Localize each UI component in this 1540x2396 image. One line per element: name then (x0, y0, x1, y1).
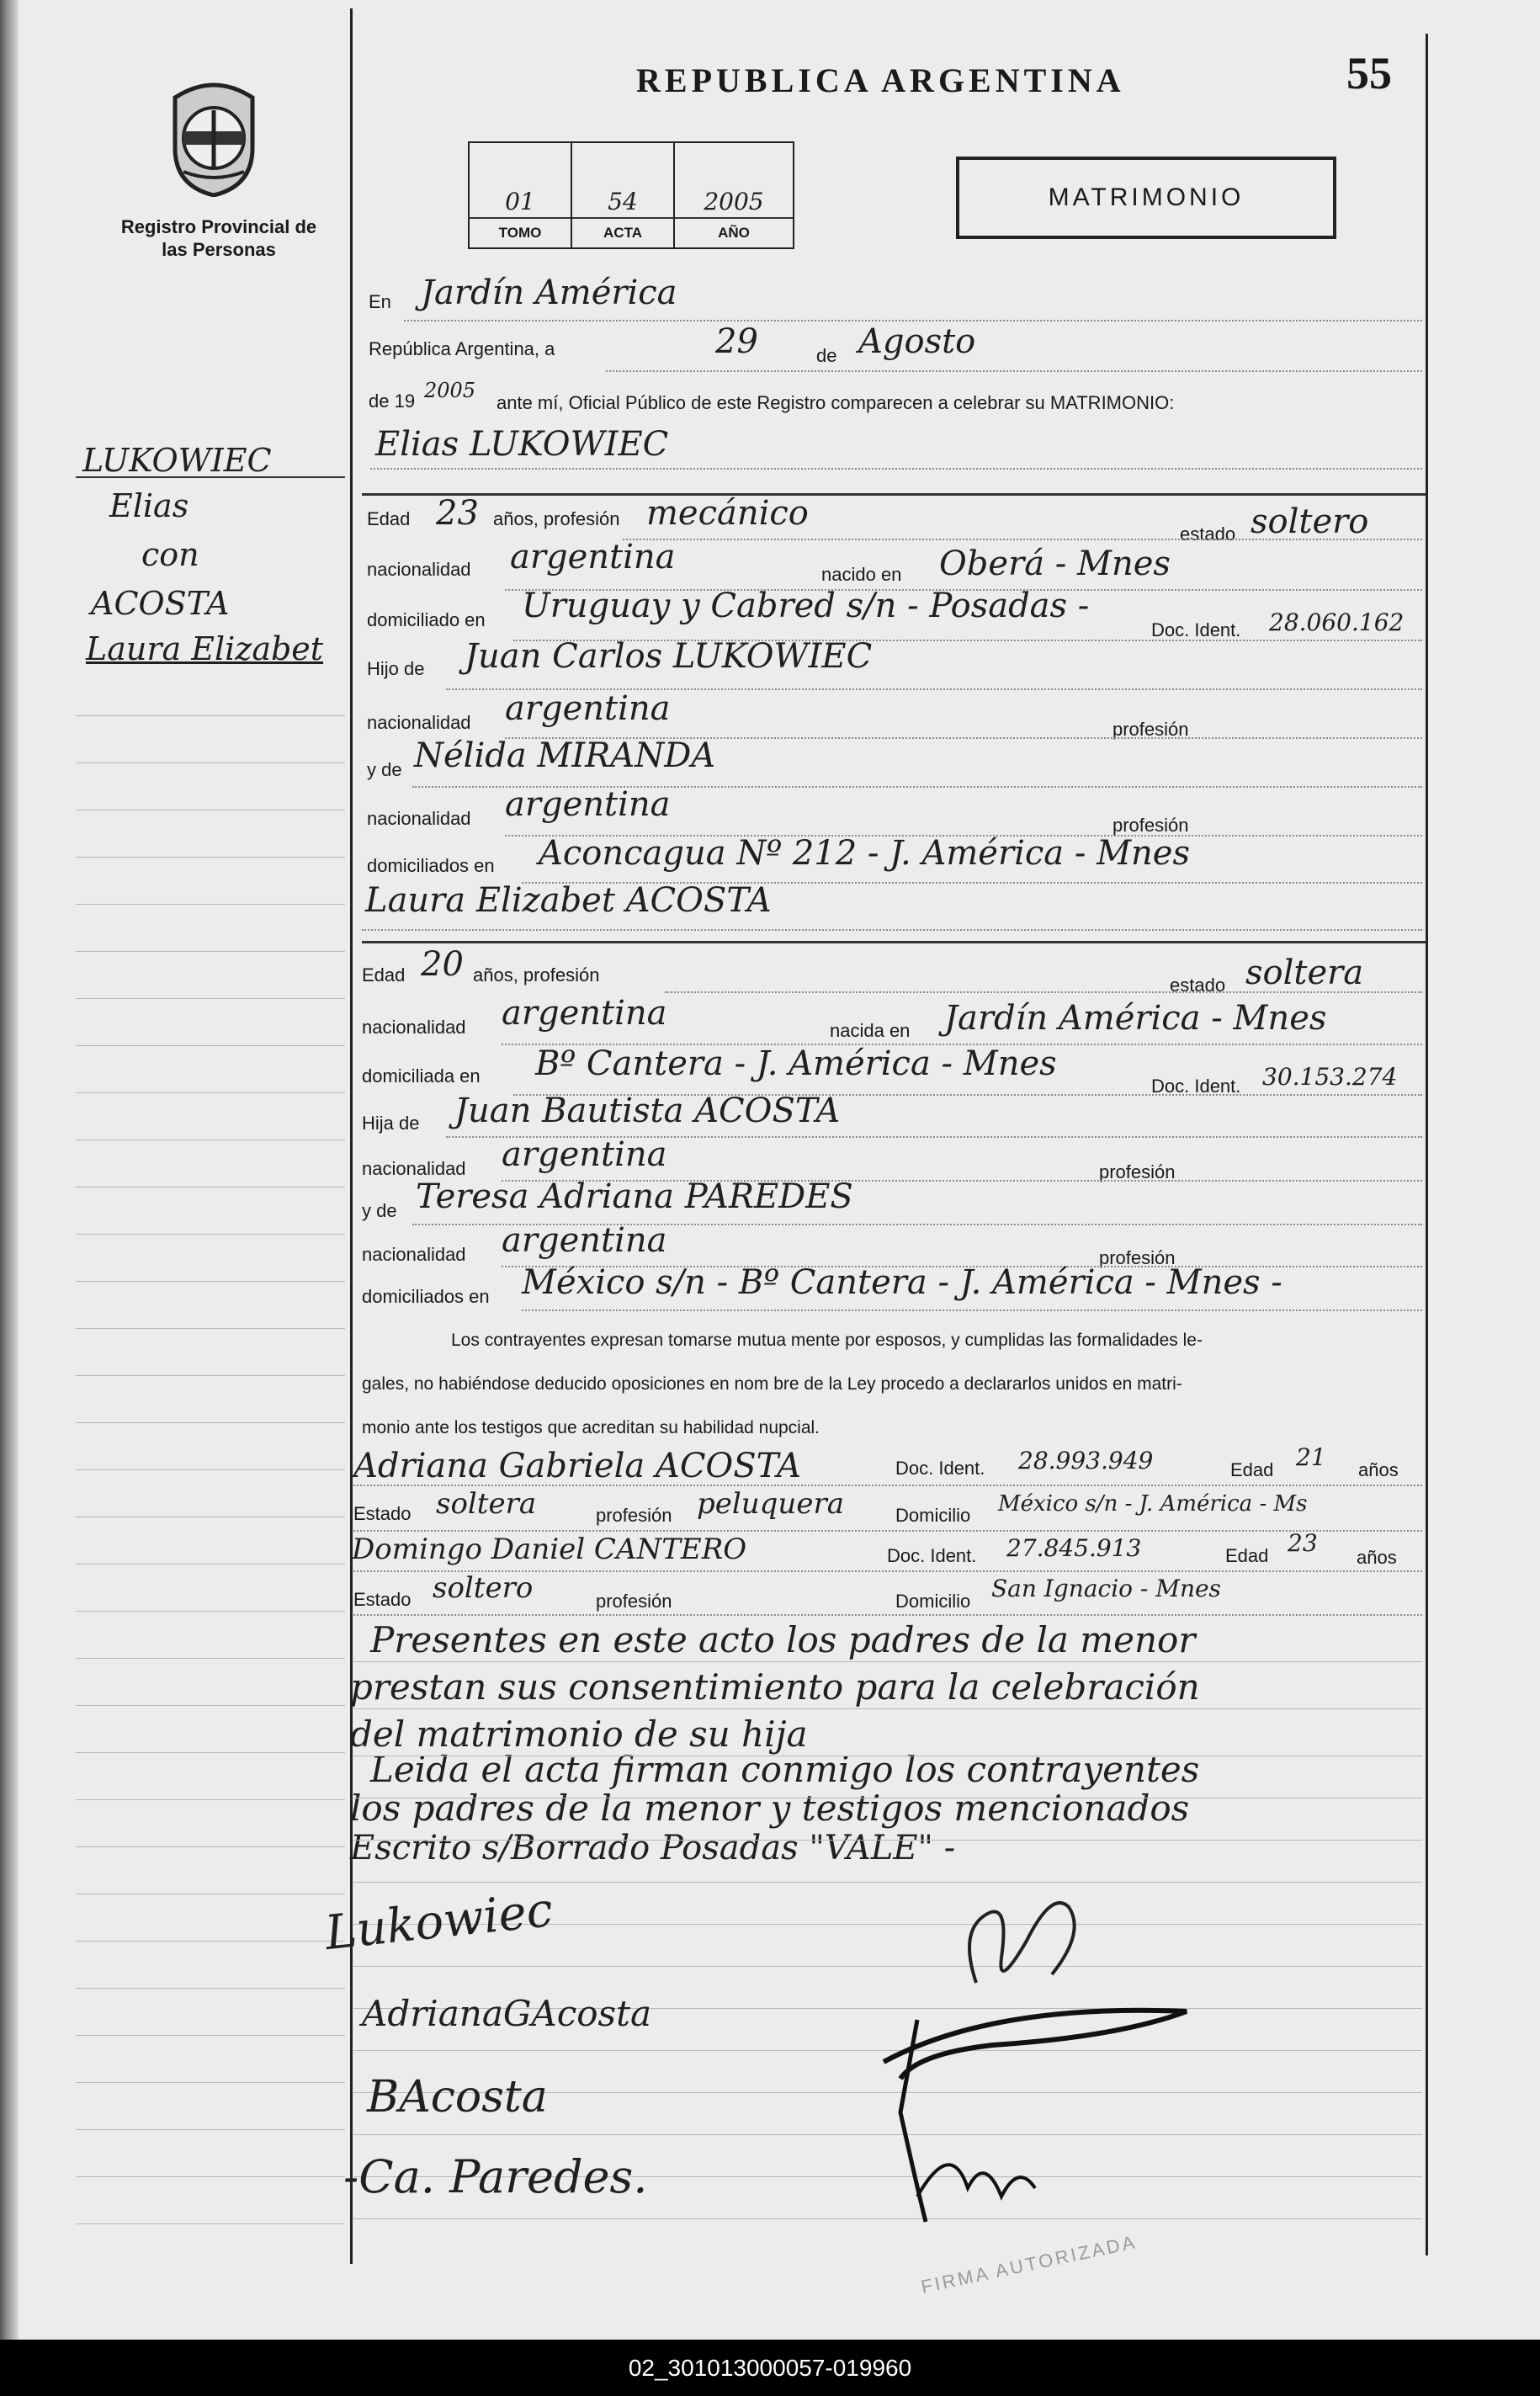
witness2-domicile: San Ignacio - Mnes (991, 1575, 1221, 1602)
groom-father-nationality: argentina (505, 689, 671, 728)
bride-birthplace: Jardín América - Mnes (944, 999, 1327, 1038)
image-id-caption: 02_301013000057-019960 (0, 2340, 1540, 2396)
bride-doc-label: Doc. Ident. (1151, 1076, 1241, 1097)
groom-parents-domicile: Aconcagua Nº 212 - J. América - Mnes (539, 834, 1191, 873)
bride-hija-label: Hija de (362, 1113, 420, 1134)
margin-surname: LUKOWIEC (82, 442, 272, 479)
bride-divider (362, 941, 1426, 943)
margin-bride-surname: ACOSTA (91, 585, 230, 622)
authorized-stamp: FIRMA AUTORIZADA (919, 2231, 1139, 2298)
witness1-anos-label: años (1358, 1459, 1399, 1480)
groom-dom-label: domiciliado en (367, 609, 486, 630)
bride-nacida-label: nacida en (830, 1020, 911, 1041)
witness1-profession: peluquera (697, 1487, 844, 1521)
republica-label: República Argentina, a (369, 338, 555, 359)
note-line-1: Presentes en este acto los padres de la menor (370, 1619, 1196, 1660)
groom-yde-label: y de (367, 759, 402, 780)
declaration-line-2: gales, no habiéndose deducido oposiciones en nom bre de la Ley procedo a declararlos unidos en matri- (362, 1374, 1182, 1394)
de19-label: de 19 (369, 390, 416, 412)
note-line-2: prestan sus consentimiento para la celebración (350, 1666, 1200, 1708)
declaration-line-1: Los contrayentes expresan tomarse mutua mente por esposos, y cumplidas las formalidades le- (451, 1331, 1203, 1350)
signature-father: BAcosta (367, 2072, 548, 2122)
witness2-status: soltero (433, 1571, 534, 1605)
day-value: 29 (715, 322, 758, 361)
official-signature-icon (867, 1986, 1220, 2239)
note-line-6: Escrito s/Borrado Posadas "VALE" - (350, 1829, 956, 1867)
act-type-label: MATRIMONIO (1048, 183, 1245, 211)
groom-nationality: argentina (510, 538, 676, 576)
bride-father-nationality: argentina (502, 1135, 667, 1174)
bride-fnac-label: nacionalidad (362, 1158, 466, 1179)
ano-value: 2005 (704, 188, 764, 215)
groom-fnac-label: nacionalidad (367, 712, 471, 733)
groom-mprof-label: profesión (1113, 815, 1189, 836)
bride-anos-label: años, profesión (473, 964, 600, 985)
groom-mother-nationality: argentina (505, 785, 671, 824)
groom-birthplace: Oberá - Mnes (939, 545, 1171, 583)
bride-yde-label: y de (362, 1200, 397, 1221)
groom-age: 23 (436, 494, 479, 533)
note-line-3: del matrimonio de su hija (350, 1713, 808, 1755)
groom-profession: mecánico (646, 494, 809, 533)
registry-seal-icon (158, 72, 269, 197)
signature-groom: Lukowiec (322, 1883, 555, 1962)
year-value: 2005 (424, 379, 476, 402)
witness1-age: 21 (1296, 1443, 1326, 1471)
bride-status: soltera (1245, 954, 1364, 992)
month-value: Agosto (858, 322, 976, 361)
bride-domicile: Bº Cantera - J. América - Mnes (535, 1044, 1057, 1083)
place-line (404, 320, 1422, 321)
margin-bride-name: Laura Elizabet (86, 630, 324, 667)
groom-doc: 28.060.162 (1269, 608, 1405, 636)
tomo-label: TOMO (498, 225, 542, 241)
witness1-doc: 28.993.949 (1018, 1447, 1154, 1474)
registry-name: Registro Provincial de las Personas (120, 216, 317, 260)
witness1-doc-label: Doc. Ident. (895, 1458, 985, 1479)
witness2-domicilio-label: Domicilio (895, 1591, 971, 1612)
witness1-domicilio-label: Domicilio (895, 1505, 971, 1526)
place-value: Jardín América (421, 274, 677, 312)
tomo-value: 01 (505, 188, 535, 215)
groom-name-line (370, 468, 1422, 470)
witness1-line (353, 1485, 1422, 1486)
witness2-doc-label: Doc. Ident. (887, 1545, 977, 1566)
bride-doms-label: domiciliados en (362, 1286, 490, 1307)
en-label: En (369, 291, 391, 312)
bride-name-line (362, 929, 1422, 931)
groom-anos-label: años, profesión (493, 508, 620, 529)
groom-nacido-label: nacido en (821, 564, 902, 585)
witness1-status: soltera (436, 1487, 537, 1521)
groom-doms-label: domiciliados en (367, 855, 495, 876)
bride-nac-label: nacionalidad (362, 1017, 466, 1038)
margin-firstname: Elias (109, 487, 189, 524)
groom-status: soltero (1251, 502, 1369, 541)
country-heading: REPUBLICA ARGENTINA (636, 61, 1125, 99)
bride-estado-label: estado (1170, 975, 1226, 996)
signature-mother: -Ca. Paredes. (343, 2150, 648, 2203)
witness2-doc: 27.845.913 (1006, 1534, 1142, 1562)
witness1-line2 (353, 1530, 1422, 1532)
note-line-5: los padres de la menor y testigos mencionados (350, 1788, 1190, 1829)
bride-name: Laura Elizabet ACOSTA (365, 881, 772, 920)
bride-age: 20 (421, 945, 464, 984)
groom-mnac-label: nacionalidad (367, 808, 471, 829)
acta-value: 54 (608, 188, 638, 215)
bride-dom-label: domiciliada en (362, 1065, 481, 1086)
witness2-age: 23 (1288, 1529, 1318, 1557)
ante-mi-text: ante mí, Oficial Público de este Registro comparecen a celebrar su MATRIMONIO: (497, 392, 1175, 413)
margin-line (76, 476, 345, 478)
bride-nationality: argentina (502, 994, 667, 1033)
bride-age-line (665, 991, 1422, 993)
signature-witness1: AdrianaGAcosta (362, 1993, 652, 2034)
bride-father: Juan Bautista ACOSTA (454, 1092, 841, 1130)
bride-edad-label: Edad (362, 964, 406, 985)
right-column-rule (1426, 34, 1428, 2255)
record-box-divider (468, 217, 793, 219)
bride-doc: 30.153.274 (1262, 1063, 1398, 1091)
witness2-line2 (353, 1614, 1422, 1616)
book-binding (0, 0, 19, 2340)
bride-mprof-label: profesión (1099, 1247, 1176, 1268)
groom-doc-label: Doc. Ident. (1151, 619, 1241, 640)
bride-mother: Teresa Adriana PAREDES (416, 1177, 853, 1216)
groom-father: Juan Carlos LUKOWIEC (465, 637, 873, 676)
witness1-domicile: México s/n - J. América - Ms (998, 1491, 1308, 1517)
ano-label: AÑO (718, 225, 750, 241)
witness2-estado-label: Estado (353, 1589, 412, 1610)
witness2-anos-label: años (1357, 1547, 1397, 1568)
bride-mother-nationality: argentina (502, 1221, 667, 1260)
groom-nac-label: nacionalidad (367, 559, 471, 580)
bride-mnac-label: nacionalidad (362, 1244, 466, 1265)
de-label: de (816, 345, 837, 366)
witness1-edad-label: Edad (1230, 1459, 1274, 1480)
declaration-line-3: monio ante los testigos que acreditan su habilidad nupcial. (362, 1418, 820, 1437)
groom-mother: Nélida MIRANDA (414, 736, 716, 775)
witness1-name: Adriana Gabriela ACOSTA (353, 1447, 801, 1485)
groom-divider (362, 493, 1426, 496)
bride-fprof-label: profesión (1099, 1161, 1176, 1182)
bride-parents-domicile: México s/n - Bº Cantera - J. América - Mnes - (522, 1263, 1282, 1302)
groom-edad-label: Edad (367, 508, 411, 529)
groom-estado-label: estado (1180, 523, 1236, 545)
witness2-prof-label: profesión (596, 1591, 672, 1612)
groom-fprof-label: profesión (1113, 719, 1189, 740)
margin-con: con (141, 536, 199, 573)
groom-age-line (623, 539, 1422, 540)
groom-domicile: Uruguay y Cabred s/n - Posadas - (522, 587, 1090, 625)
note-line-4: Leida el acta firman conmigo los contrayentes (370, 1749, 1200, 1790)
groom-name: Elias LUKOWIEC (375, 425, 669, 464)
date-line (606, 370, 1422, 372)
bride-doms-line (522, 1310, 1422, 1311)
page-number: 55 (1346, 48, 1392, 98)
witness1-estado-label: Estado (353, 1503, 412, 1524)
witness2-name: Domingo Daniel CANTERO (352, 1533, 747, 1566)
groom-hijo-label: Hijo de (367, 658, 425, 679)
witness2-edad-label: Edad (1225, 1545, 1269, 1566)
witness1-prof-label: profesión (596, 1505, 672, 1526)
acta-label: ACTA (603, 225, 642, 241)
